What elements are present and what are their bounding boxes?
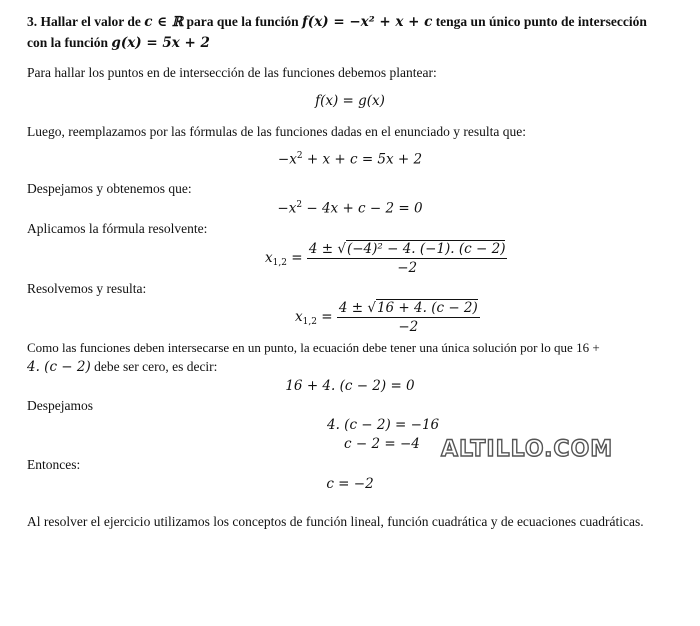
equation-4-fraction: $\frac{\text{4 ± √(−4)² − 4. (−1). (c − 2)}}{-2}$ — [308, 241, 506, 276]
paragraph-4: Aplicamos la fórmula resolvente: — [27, 221, 208, 236]
equation-5: $x_{1,2}$ = $\frac{4 \pm √16 + 4. (c - 2)}{-2}$ — [295, 300, 478, 335]
equation-5-numerator-prefix: 4 ± — [338, 300, 368, 316]
title-f-math: f(x) = −x² + x + c — [302, 14, 433, 30]
equation-6: 16 + 4. (c − 2) = 0 — [285, 378, 415, 394]
equation-4: $x_{1,2}$ = $\frac{\text{4 ± √(−4)² − 4. (−1). (c − 2)}}{-2}$ — [265, 241, 506, 276]
title-mid: para que la función — [183, 14, 302, 29]
paragraph-6-text: debe ser cero, es decir: — [90, 359, 218, 374]
equation-4-denominator: −2 — [397, 260, 418, 276]
equation-1: f(x) = g(x) — [315, 93, 385, 109]
equation-3: $-x^2 - 4x + c - 2 = 0$ — [277, 200, 423, 217]
equation-5-fraction: $\frac{4 \pm √16 + 4. (c - 2)}{-2}$ — [338, 300, 478, 335]
equation-5-denominator: −2 — [398, 319, 419, 335]
equation-3-left: −x — [277, 200, 297, 217]
paragraph-3: Despejamos y obtenemos que: — [27, 181, 192, 196]
equation-8: c = −2 — [326, 476, 374, 492]
equation-7b: c − 2 = −4 — [344, 436, 420, 452]
paragraph-5: Resolvemos y resulta: — [27, 281, 147, 296]
paragraph-1: Para hallar los puntos en de intersección de las funciones debemos plantear: — [27, 65, 437, 80]
paragraph-9: Al resolver el ejercicio utilizamos los conceptos de función lineal, función cuadrática y de ecuaciones cuadráticas. — [27, 514, 644, 529]
problem-title-line2 — [27, 35, 210, 51]
equation-7a: 4. (c − 2) = −16 — [327, 417, 440, 433]
equation-2-right: + x + c = 5x + 2 — [302, 151, 423, 168]
paragraph-6-line2 — [27, 359, 217, 375]
equation-4-subscript: 1,2 — [272, 258, 287, 268]
title-c-math: c ∈ ℝ — [144, 14, 184, 30]
title-prefix: 3. Hallar el valor de — [27, 14, 145, 29]
equation-2-left: −x — [277, 151, 297, 168]
title-g-math: g(x) = 5x + 2 — [111, 35, 210, 51]
paragraph-2: Luego, reemplazamos por las fórmulas de las funciones dadas en el enunciado y resulta que: — [27, 124, 526, 139]
equation-5-lhs: x — [295, 309, 303, 325]
equation-3-right: − 4x + c − 2 = 0 — [302, 200, 423, 217]
paragraph-7: Despejamos — [27, 398, 93, 413]
paragraph-6: Como las funciones deben intersecarse en un punto, la ecuación debe tener una única solución por lo que 16 + — [27, 340, 600, 355]
equation-5-subscript: 1,2 — [302, 317, 317, 327]
altillo-watermark: ALTILLO.COM — [441, 437, 614, 462]
problem-title — [27, 14, 647, 30]
title-end: tenga un único punto de intersección — [432, 14, 647, 29]
equation-2: $-x^2 + x + c = 5x + 2$ — [277, 151, 423, 168]
equation-4-lhs: x — [265, 250, 273, 266]
paragraph-6-math: 4. (c − 2) — [27, 359, 91, 375]
equation-4-numerator-prefix: 4 ± — [308, 241, 338, 257]
title-line2-text: con la función — [27, 35, 112, 50]
equation-4-radicand: (−4)² − 4. (−1). (c − 2) — [346, 241, 506, 257]
equation-5-radicand: 16 + 4. (c − 2) — [376, 300, 478, 316]
paragraph-8: Entonces: — [27, 457, 81, 472]
